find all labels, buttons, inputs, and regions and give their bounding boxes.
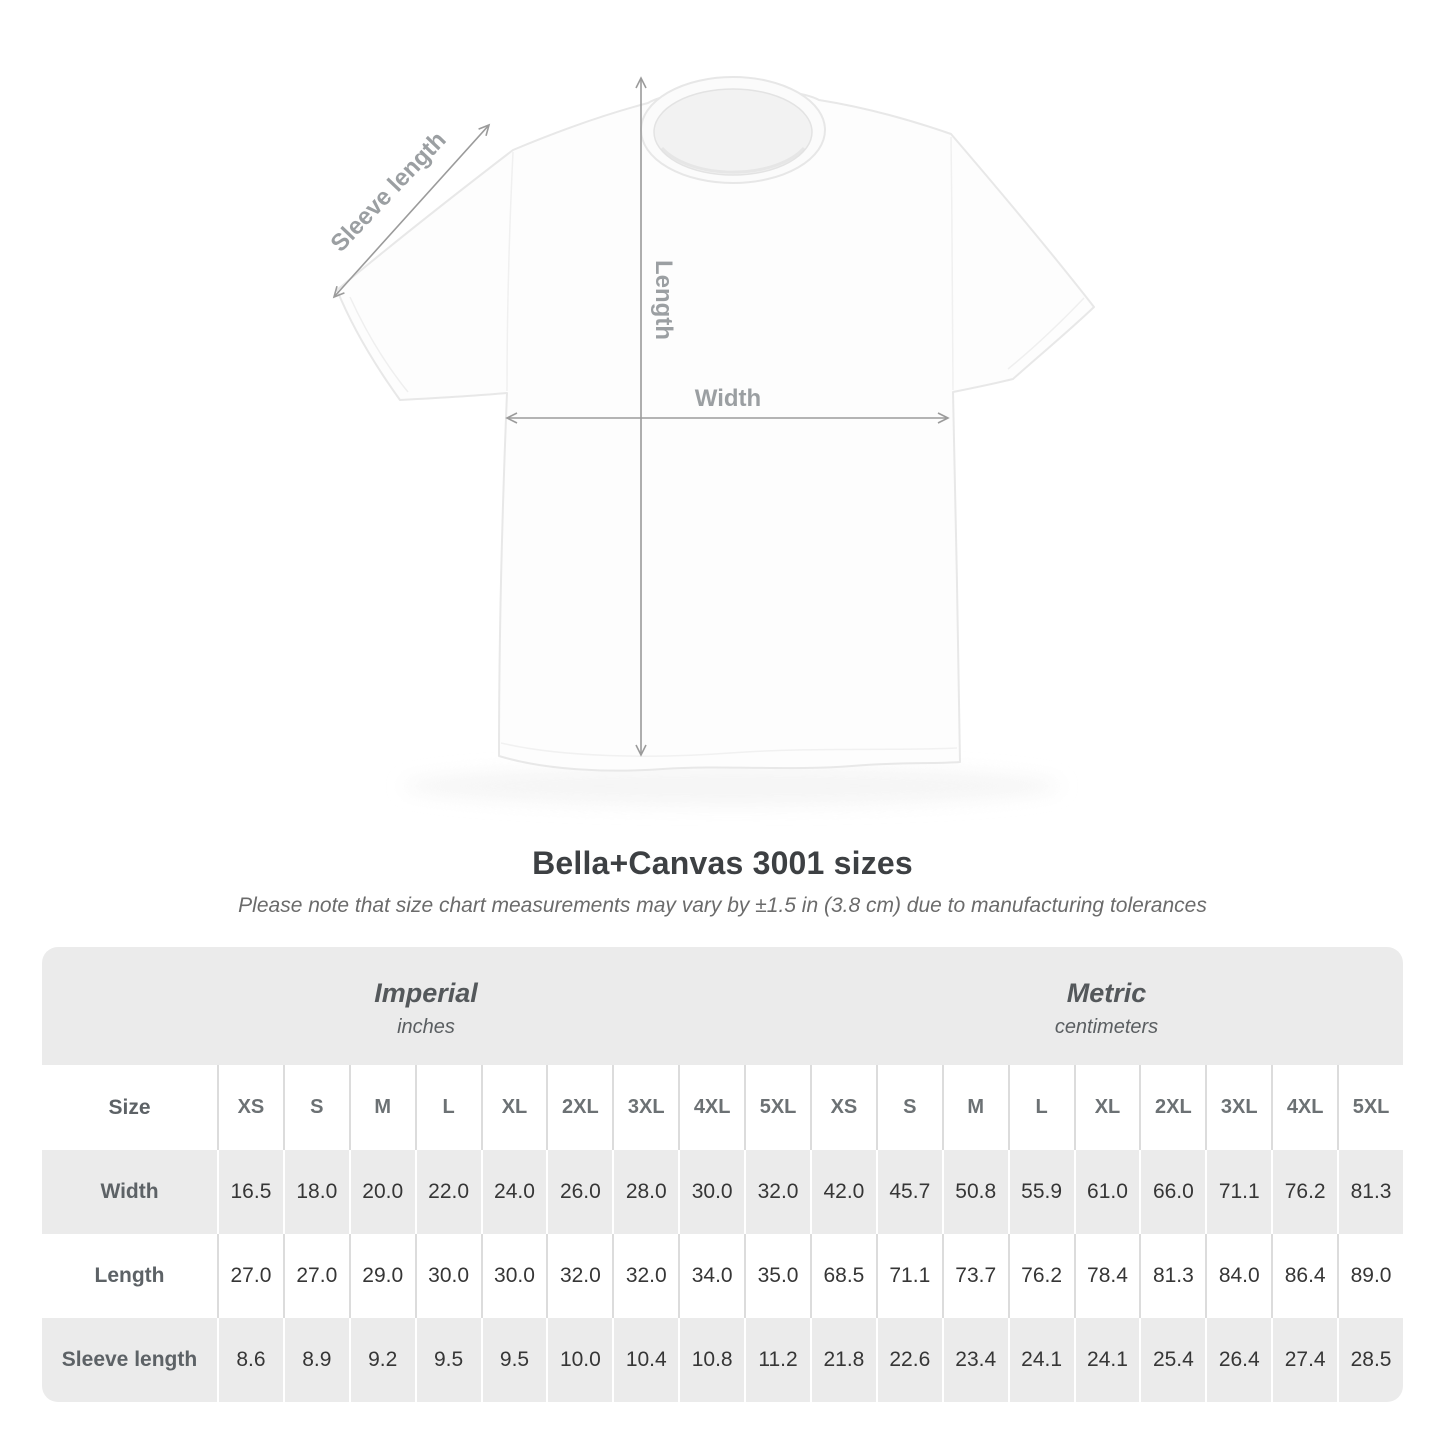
size-cell: XS xyxy=(217,1065,283,1150)
value-cell: 8.9 xyxy=(283,1318,349,1402)
value-cell: 23.4 xyxy=(942,1318,1008,1402)
value-cell: 30.0 xyxy=(415,1234,481,1318)
size-cell: 2XL xyxy=(1139,1065,1205,1150)
shirt-shadow xyxy=(402,766,1062,806)
value-cell: 9.2 xyxy=(349,1318,415,1402)
size-cell: 4XL xyxy=(678,1065,744,1150)
size-cell: S xyxy=(283,1065,349,1150)
metric-unit: centimeters xyxy=(1054,1015,1159,1038)
value-cell: 45.7 xyxy=(876,1150,942,1234)
value-cell: 32.0 xyxy=(612,1234,678,1318)
length-label: Length xyxy=(650,260,677,340)
value-cell: 30.0 xyxy=(678,1150,744,1234)
value-cell: 10.0 xyxy=(546,1318,612,1402)
value-cell: 86.4 xyxy=(1271,1234,1337,1318)
size-cell: M xyxy=(349,1065,415,1150)
value-cell: 29.0 xyxy=(349,1234,415,1318)
value-cell: 42.0 xyxy=(810,1150,876,1234)
metric-title: Metric xyxy=(1066,977,1147,1008)
unit-header-band xyxy=(42,947,1403,1065)
sleeve-length-row xyxy=(42,1318,1403,1402)
row-label: Sleeve length xyxy=(61,1348,198,1371)
value-cell: 71.1 xyxy=(1205,1150,1271,1234)
value-cell: 24.1 xyxy=(1074,1318,1140,1402)
imperial-header xyxy=(42,947,810,1065)
sleeve-length-label: Sleeve length xyxy=(325,126,452,258)
value-cell: 27.0 xyxy=(283,1234,349,1318)
value-cell: 84.0 xyxy=(1205,1234,1271,1318)
size-cell: L xyxy=(415,1065,481,1150)
value-cell: 8.6 xyxy=(217,1318,283,1402)
row-label: Width xyxy=(100,1180,159,1203)
size-cell: S xyxy=(876,1065,942,1150)
value-cell: 26.0 xyxy=(546,1150,612,1234)
value-cell: 27.4 xyxy=(1271,1318,1337,1402)
value-cell: 66.0 xyxy=(1139,1150,1205,1234)
value-cell: 81.3 xyxy=(1337,1150,1403,1234)
size-cell: 3XL xyxy=(612,1065,678,1150)
size-cell: XL xyxy=(1074,1065,1140,1150)
value-cell: 28.5 xyxy=(1337,1318,1403,1402)
size-cell: XS xyxy=(810,1065,876,1150)
size-column-header: Size xyxy=(108,1095,151,1119)
width-label: Width xyxy=(694,385,762,412)
value-cell: 21.8 xyxy=(810,1318,876,1402)
size-table xyxy=(42,947,1403,1402)
tshirt-graphic xyxy=(337,89,1094,771)
value-cell: 35.0 xyxy=(744,1234,810,1318)
size-cell: L xyxy=(1008,1065,1074,1150)
value-cell: 34.0 xyxy=(678,1234,744,1318)
value-cell: 22.0 xyxy=(415,1150,481,1234)
value-cell: 76.2 xyxy=(1271,1150,1337,1234)
value-cell: 32.0 xyxy=(546,1234,612,1318)
value-cell: 10.8 xyxy=(678,1318,744,1402)
length-row xyxy=(42,1234,1403,1318)
value-cell: 71.1 xyxy=(876,1234,942,1318)
value-cell: 89.0 xyxy=(1337,1234,1403,1318)
value-cell: 9.5 xyxy=(481,1318,547,1402)
size-cell: 2XL xyxy=(546,1065,612,1150)
size-cell: 5XL xyxy=(1337,1065,1403,1150)
size-cell: 5XL xyxy=(744,1065,810,1150)
value-cell: 73.7 xyxy=(942,1234,1008,1318)
metric-header xyxy=(810,947,1403,1065)
value-cell: 16.5 xyxy=(217,1150,283,1234)
value-cell: 32.0 xyxy=(744,1150,810,1234)
value-cell: 28.0 xyxy=(612,1150,678,1234)
value-cell: 26.4 xyxy=(1205,1318,1271,1402)
value-cell: 68.5 xyxy=(810,1234,876,1318)
value-cell: 10.4 xyxy=(612,1318,678,1402)
imperial-unit: inches xyxy=(397,1015,455,1038)
value-cell: 27.0 xyxy=(217,1234,283,1318)
value-cell: 22.6 xyxy=(876,1318,942,1402)
value-cell: 18.0 xyxy=(283,1150,349,1234)
value-cell: 55.9 xyxy=(1008,1150,1074,1234)
value-cell: 78.4 xyxy=(1074,1234,1140,1318)
value-cell: 9.5 xyxy=(415,1318,481,1402)
value-cell: 81.3 xyxy=(1139,1234,1205,1318)
row-label: Length xyxy=(94,1264,165,1287)
page-title: Bella+Canvas 3001 sizes xyxy=(532,845,913,881)
size-cell: XL xyxy=(481,1065,547,1150)
value-cell: 20.0 xyxy=(349,1150,415,1234)
value-cell: 61.0 xyxy=(1074,1150,1140,1234)
size-header-row xyxy=(42,1065,1403,1150)
width-row xyxy=(42,1150,1403,1234)
value-cell: 11.2 xyxy=(744,1318,810,1402)
size-cell: 4XL xyxy=(1271,1065,1337,1150)
tolerance-note: Please note that size chart measurements may vary by ±1.5 in (3.8 cm) due to manufacturing tolerances xyxy=(238,894,1207,917)
value-cell: 50.8 xyxy=(942,1150,1008,1234)
size-cell: 3XL xyxy=(1205,1065,1271,1150)
value-cell: 24.0 xyxy=(481,1150,547,1234)
size-cell: M xyxy=(942,1065,1008,1150)
value-cell: 25.4 xyxy=(1139,1318,1205,1402)
imperial-title: Imperial xyxy=(374,977,478,1008)
collar-opening xyxy=(654,89,812,175)
value-cell: 30.0 xyxy=(481,1234,547,1318)
value-cell: 24.1 xyxy=(1008,1318,1074,1402)
value-cell: 76.2 xyxy=(1008,1234,1074,1318)
